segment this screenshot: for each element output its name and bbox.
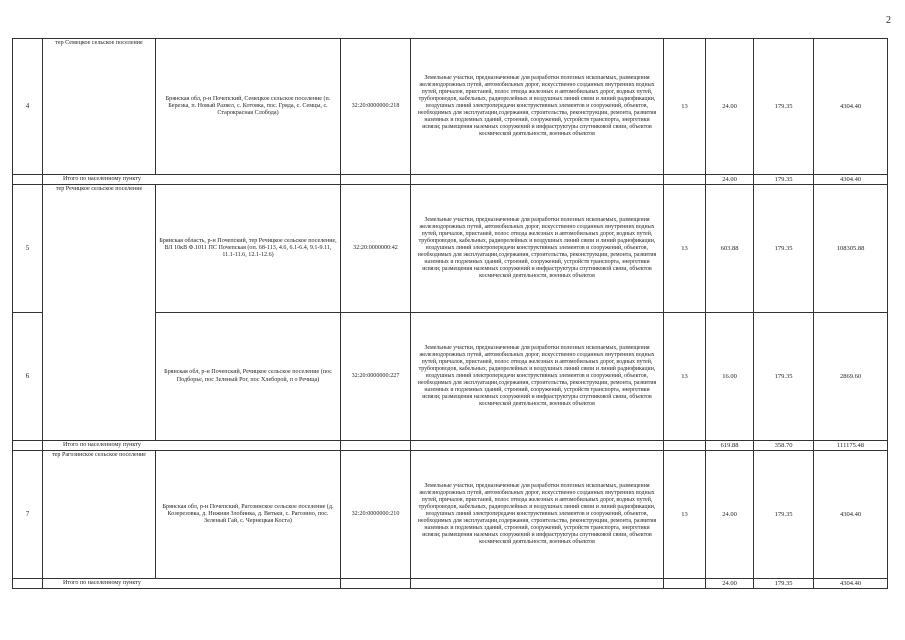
total-spacer	[13, 441, 43, 451]
total-area: 619.88	[706, 441, 754, 451]
total-cost: 4304.40	[814, 175, 888, 185]
total-rate: 179.35	[754, 579, 814, 589]
area-cell: 24.00	[706, 451, 754, 579]
total-label: Итого по населенному пункту	[43, 441, 341, 451]
land-use-cell: Земельные участки, предназначенные для разработки полезных ископаемых, размещения железнодорожных путей, автомобильных дорог, искусственно созданных внутренних водных путей, причалов, пристаней, полос отвода железных и автомобильных дорог, водных путей, трубопроводов, кабельных, радиорелейных и воздушных линий связи и линий радиофикации, воздушных линий электропередачи конструктивных элементов и сооружений, объектов, необходимых для эксплуатации,содержания, строительства, реконструкции, ремонта, развития наземных и подземных зданий, строений, сооружений, устройств транспорта, энергетики исвязи; размещения наземных сооружений и инфраструктуры спутниковой связи, объектов космической деятельности, военных объектов	[411, 313, 664, 441]
total-spacer	[13, 579, 43, 589]
code-cell: 13	[664, 185, 706, 313]
settlement-name: тер Речицкое сельское поселение	[43, 185, 156, 441]
cadastre-cell: 32:20:0000000:210	[341, 451, 411, 579]
total-row	[13, 579, 888, 589]
area-cell: 16.00	[706, 313, 754, 441]
total-empty	[341, 579, 411, 589]
total-area: 24.00	[706, 175, 754, 185]
total-cost: 4304.40	[814, 579, 888, 589]
table-row	[13, 451, 888, 579]
address-cell: Брянская обл, р-н Почепский, Рагозинское сельское поселение (д. Козерезовка, д. Нижняя Злобинка, д. Вятьки, с. Рагозино, пос. Зеленый Гай, с. Чернецкая Коста)	[156, 451, 341, 579]
rate-cell: 179.35	[754, 313, 814, 441]
total-empty	[411, 175, 664, 185]
total-empty	[664, 175, 706, 185]
total-rate: 179.35	[754, 175, 814, 185]
total-row	[13, 441, 888, 451]
total-empty	[341, 441, 411, 451]
total-empty	[664, 579, 706, 589]
total-label: Итого по населенному пункту	[43, 579, 341, 589]
address-cell: Брянская обл, р-н Почепский, Речицкое сельское поселение (пос Подборье, пос Зеленый Рог, пос Хлеборой, п о Речица)	[156, 313, 341, 441]
rate-cell: 179.35	[754, 39, 814, 175]
total-cost: 111175.48	[814, 441, 888, 451]
cost-cell: 108305.88	[814, 185, 888, 313]
row-number: 5	[13, 185, 43, 313]
cost-cell: 2869.60	[814, 313, 888, 441]
area-cell: 24.00	[706, 39, 754, 175]
address-cell: Брянская область, р-н Почепский, тер Речицкое сельское поселение, ВЛ 10кВ Ф.1011 ПС Почепская (оп. 68-113, 4.6, 6.1-6.4, 9.1-9.11, 11.1-11.6, 12.1-12.6)	[156, 185, 341, 313]
land-use-cell: Земельные участки, предназначенные для разработки полезных ископаемых, размещения железнодорожных путей, автомобильных дорог, искусственно созданных внутренних водных путей, причалов, пристаней, полос отвода железных и автомобильных дорог, водных путей, трубопроводов, кабельных, радиорелейных и воздушных линий связи и линий радиофикации, воздушных линий электропередачи конструктивных элементов и сооружений, объектов, необходимых для эксплуатации,содержания, строительства, реконструкции, ремонта, развития наземных и подземных зданий, строений, сооружений, устройств транспорта, энергетики исвязи; размещения наземных сооружений и инфраструктуры спутниковой связи, объектов космической деятельности, военных объектов	[411, 185, 664, 313]
code-cell: 13	[664, 39, 706, 175]
total-empty	[664, 441, 706, 451]
land-use-cell: Земельные участки, предназначенные для разработки полезных ископаемых, размещения железнодорожных путей, автомобильных дорог, искусственно созданных внутренних водных путей, причалов, пристаней, полос отвода железных и автомобильных дорог, водных путей, трубопроводов, кабельных, радиорелейных и воздушных линий связи и линий радиофикации, воздушных линий электропередачи конструктивных элементов и сооружений, объектов, необходимых для эксплуатации,содержания, строительства, реконструкции, ремонта, развития наземных и подземных зданий, строений, сооружений, устройств транспорта, энергетики исвязи; размещения наземных сооружений и инфраструктуры спутниковой связи, объектов космической деятельности, военных объектов	[411, 39, 664, 175]
settlement-name: тер Семецкое сельское поселение	[43, 39, 156, 175]
cadastre-cell: 32:20:0000000:218	[341, 39, 411, 175]
total-area: 24.00	[706, 579, 754, 589]
cost-cell: 4304.40	[814, 39, 888, 175]
total-rate: 358.70	[754, 441, 814, 451]
table-row	[13, 39, 888, 175]
row-number: 7	[13, 451, 43, 579]
cost-cell: 4304.40	[814, 451, 888, 579]
address-cell: Брянская обл, р-н Почепский, Семецкое сельское поселение (п. Березка, п. Новый Развел, с. Котовка, пос. Гряда, с. Семцы, с. Старокрасная Слобода)	[156, 39, 341, 175]
total-spacer	[13, 175, 43, 185]
page-number: 2	[886, 15, 891, 26]
code-cell: 13	[664, 313, 706, 441]
code-cell: 13	[664, 451, 706, 579]
land-use-cell: Земельные участки, предназначенные для разработки полезных ископаемых, размещения железнодорожных путей, автомобильных дорог, искусственно созданных внутренних водных путей, причалов, пристаней, полос отвода железных и автомобильных дорог, водных путей, трубопроводов, кабельных, радиорелейных и воздушных линий связи и линий радиофикации, воздушных линий электропередачи конструктивных элементов и сооружений, объектов, необходимых для эксплуатации,содержания, строительства, реконструкции, ремонта, развития наземных и подземных зданий, строений, сооружений, устройств транспорта, энергетики исвязи; размещения наземных сооружений и инфраструктуры спутниковой связи, объектов космической деятельности, военных объектов	[411, 451, 664, 579]
total-row	[13, 175, 888, 185]
cadastre-cell: 32:20:0000000:42	[341, 185, 411, 313]
total-empty	[411, 441, 664, 451]
area-cell: 603.88	[706, 185, 754, 313]
total-label: Итого по населенному пункту	[43, 175, 341, 185]
total-empty	[341, 175, 411, 185]
total-empty	[411, 579, 664, 589]
land-plots-table	[12, 38, 888, 589]
row-number: 6	[13, 313, 43, 441]
table-row	[13, 185, 888, 313]
rate-cell: 179.35	[754, 185, 814, 313]
cadastre-cell: 32:20:0000000:227	[341, 313, 411, 441]
rate-cell: 179.35	[754, 451, 814, 579]
row-number: 4	[13, 39, 43, 175]
settlement-name: тер Рагозинское сельское поселение	[43, 451, 156, 579]
